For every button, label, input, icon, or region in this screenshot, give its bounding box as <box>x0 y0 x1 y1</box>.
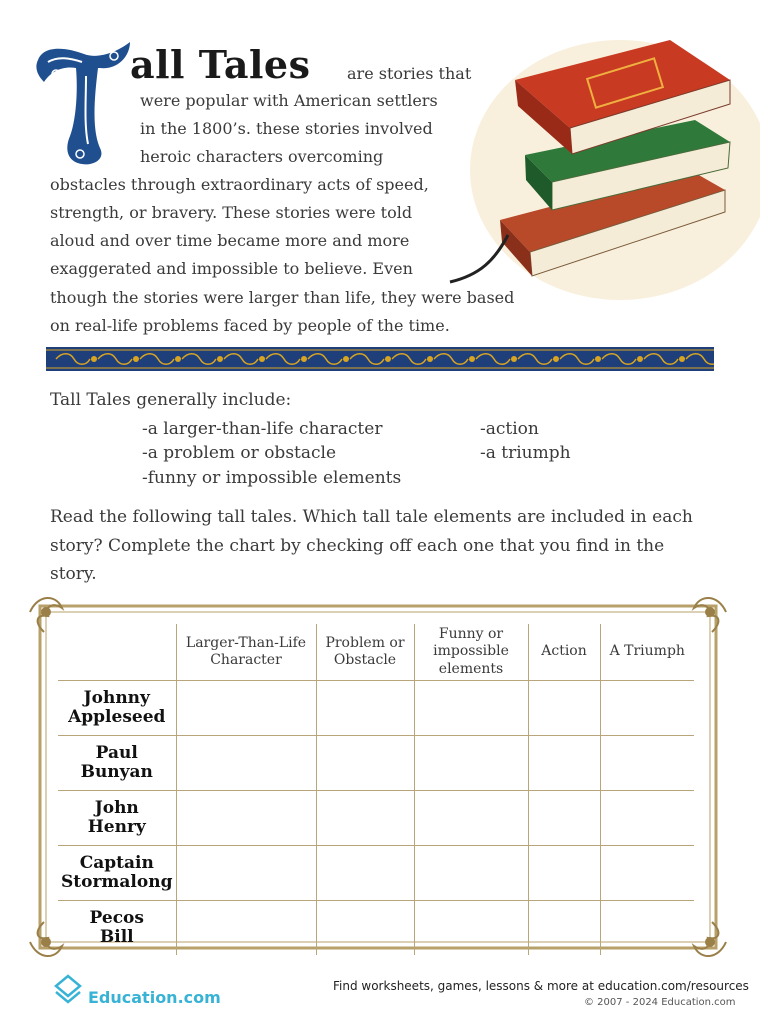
intro-line: are stories that <box>347 64 472 83</box>
checkbox-cell[interactable] <box>528 736 600 791</box>
checkbox-cell[interactable] <box>176 846 316 901</box>
table-row <box>58 901 694 956</box>
checkbox-cell[interactable] <box>316 901 414 956</box>
intro-line: though the stories were larger than life, they were based <box>50 288 515 307</box>
element-item: -a larger-than-life character <box>142 419 383 439</box>
checkbox-cell[interactable] <box>414 791 528 846</box>
instructions-line: story? Complete the chart by checking off each one that you find in the <box>50 536 665 556</box>
tall-tales-chart <box>58 624 694 955</box>
intro-line: obstacles through extraordinary acts of speed, <box>50 175 429 194</box>
corner-cell <box>58 624 176 681</box>
column-header: A Triumph <box>600 624 694 681</box>
checkbox-cell[interactable] <box>176 791 316 846</box>
intro-line: exaggerated and impossible to believe. Even <box>50 259 413 278</box>
row-story-name <box>58 901 176 956</box>
checkbox-cell[interactable] <box>528 846 600 901</box>
checkbox-cell[interactable] <box>600 736 694 791</box>
row-name-line: Paul <box>95 743 138 764</box>
column-header: Larger-Than-Life Character <box>176 624 316 681</box>
book-stack-illustration <box>440 20 760 320</box>
dropcap-letter-t <box>34 40 134 168</box>
checkbox-cell[interactable] <box>600 681 694 736</box>
education-logo-text[interactable]: Education.com <box>88 988 221 1007</box>
instructions-line: story. <box>50 564 97 584</box>
element-item: -a problem or obstacle <box>142 443 337 463</box>
element-item: -action <box>480 419 539 439</box>
row-name-line: Stormalong <box>61 872 173 892</box>
checkbox-cell[interactable] <box>600 901 694 956</box>
element-item: -funny or impossible elements <box>142 468 402 488</box>
instructions-line: Read the following tall tales. Which tall tale elements are included in each <box>50 507 693 527</box>
column-header: Funny or impossible elements <box>414 624 528 681</box>
checkbox-cell[interactable] <box>316 681 414 736</box>
checkbox-cell[interactable] <box>316 846 414 901</box>
checkbox-cell[interactable] <box>176 901 316 956</box>
elements-heading: Tall Tales generally include: <box>50 390 292 410</box>
intro-line: heroic characters overcoming <box>140 147 384 166</box>
checkbox-cell[interactable] <box>176 736 316 791</box>
row-name-line: John <box>94 798 139 819</box>
footer-tagline[interactable]: Find worksheets, games, lessons & more at education.com/resources <box>333 979 749 993</box>
row-name-line: Pecos <box>89 908 144 929</box>
row-name-line: Henry <box>87 817 146 837</box>
element-item: -a triumph <box>480 443 571 463</box>
row-story-name <box>58 846 176 901</box>
row-story-name <box>58 681 176 736</box>
checkbox-cell[interactable] <box>414 901 528 956</box>
intro-line: in the 1800’s. these stories involved <box>140 119 433 138</box>
intro-line: were popular with American settlers <box>140 91 438 110</box>
checkbox-cell[interactable] <box>414 736 528 791</box>
table-row <box>58 846 694 901</box>
decorative-divider <box>46 347 714 371</box>
row-name-line: Johnny <box>83 688 150 709</box>
column-header: Action <box>528 624 600 681</box>
intro-line: on real-life problems faced by people of the time. <box>50 316 450 335</box>
row-name-line: Appleseed <box>68 707 166 727</box>
checkbox-cell[interactable] <box>176 681 316 736</box>
row-name-line: Bill <box>99 927 134 947</box>
intro-line: strength, or bravery. These stories were told <box>50 203 413 222</box>
footer-copyright: © 2007 - 2024 Education.com <box>584 997 736 1008</box>
checkbox-cell[interactable] <box>414 846 528 901</box>
page-title: all Tales <box>130 42 311 87</box>
checkbox-cell[interactable] <box>600 846 694 901</box>
checkbox-cell[interactable] <box>414 681 528 736</box>
row-name-line: Captain <box>79 853 154 874</box>
checkbox-cell[interactable] <box>528 681 600 736</box>
column-header: Problem or Obstacle <box>316 624 414 681</box>
checkbox-cell[interactable] <box>316 791 414 846</box>
table-row <box>58 791 694 846</box>
checkbox-cell[interactable] <box>600 791 694 846</box>
row-name-line: Bunyan <box>80 762 153 782</box>
education-logo-icon <box>52 972 84 1004</box>
intro-line: aloud and over time became more and more <box>50 231 410 250</box>
checkbox-cell[interactable] <box>528 901 600 956</box>
table-row <box>58 681 694 736</box>
row-story-name <box>58 791 176 846</box>
row-story-name <box>58 736 176 791</box>
checkbox-cell[interactable] <box>316 736 414 791</box>
checkbox-cell[interactable] <box>528 791 600 846</box>
table-row <box>58 736 694 791</box>
